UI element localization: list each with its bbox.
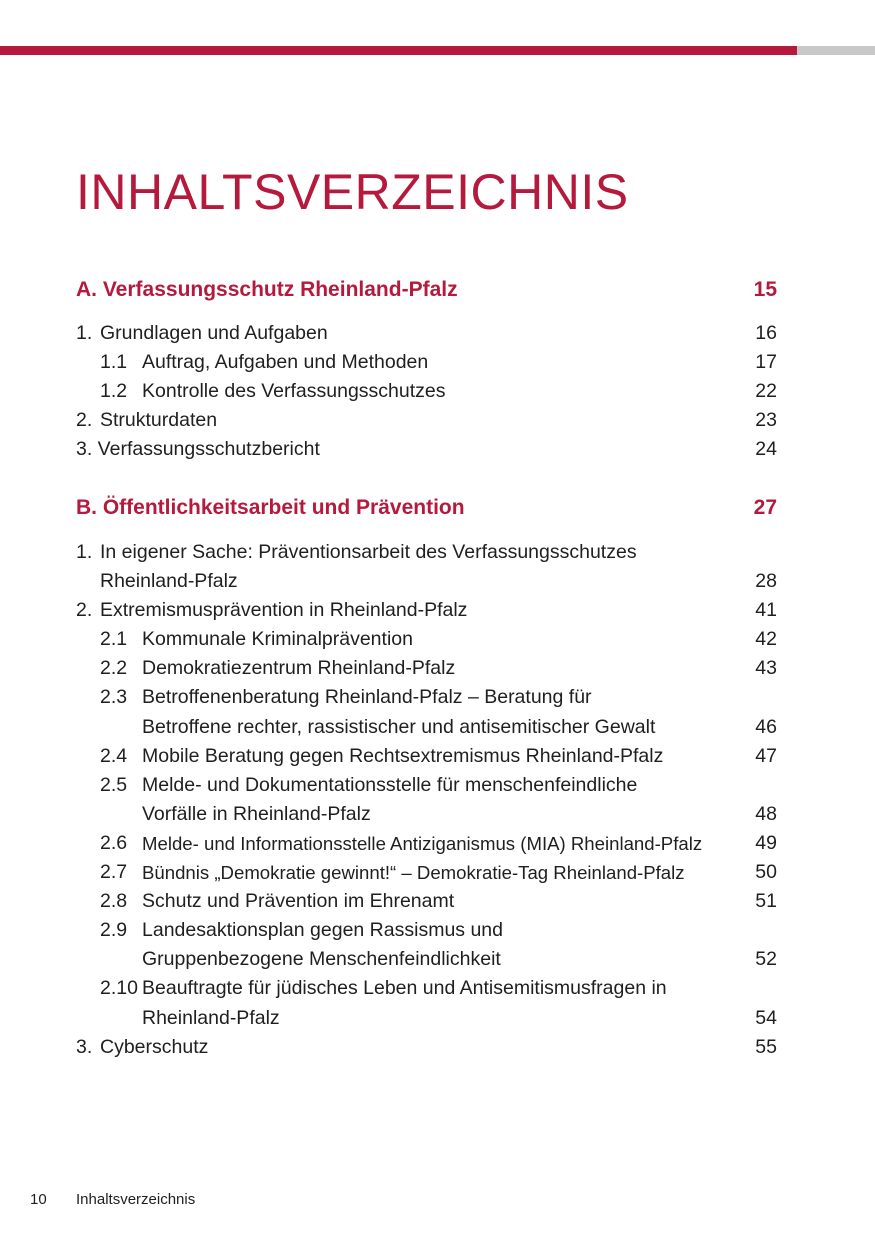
toc-entry-number: 3.: [76, 1035, 93, 1058]
toc-entry[interactable]: [76, 829, 777, 858]
toc-entry[interactable]: [76, 654, 777, 683]
toc-entry-title: Melde- und Informationsstelle Antiziganismus (MIA) Rheinland-Pfalz: [142, 832, 703, 854]
footer-page-number: 10: [30, 1191, 47, 1208]
toc-entry[interactable]: [76, 1033, 777, 1062]
page-title: INHALTSVERZEICHNIS: [76, 164, 629, 220]
toc-entry-page: 22: [755, 380, 777, 403]
toc-entry-title: Extremismusprävention in Rheinland-Pfalz: [100, 599, 468, 622]
toc-entry-title: 3. Verfassungsschutzbericht: [76, 438, 320, 461]
toc-entry-title-continued: Rheinland-Pfalz: [100, 570, 238, 593]
toc-entry-page: 47: [755, 744, 777, 767]
toc-entry-page: 28: [755, 570, 777, 593]
toc-entry[interactable]: [76, 887, 777, 916]
toc-list-b: [76, 538, 777, 1062]
toc-entry-page: 49: [755, 831, 777, 854]
toc-entry-number: 2.3: [100, 686, 128, 709]
toc-entry-number: 2.: [76, 409, 93, 432]
toc-entry-page: 52: [755, 948, 777, 971]
section-heading-label: A. Verfassungsschutz Rheinland-Pfalz: [76, 278, 458, 301]
toc-entry-number: 2.1: [100, 628, 128, 651]
toc-entry-number: 2.6: [100, 831, 128, 854]
section-heading-label: B. Öffentlichkeitsarbeit und Prävention: [76, 496, 465, 519]
toc-entry[interactable]: [76, 348, 777, 377]
toc-entry-title: Demokratiezentrum Rheinland-Pfalz: [142, 657, 456, 680]
toc-entry-number: 2.9: [100, 919, 128, 942]
page-footer: [0, 1188, 875, 1212]
section-heading-page: 15: [753, 278, 777, 301]
toc-entry-number: 2.: [76, 599, 93, 622]
toc-entry[interactable]: [76, 683, 777, 741]
toc-entry-page: 41: [755, 599, 777, 622]
toc-entry-page: 54: [755, 1006, 777, 1029]
toc-entry-number: 2.4: [100, 744, 128, 767]
toc-entry-title: Melde- und Dokumentationsstelle für menschenfeindliche: [142, 773, 638, 796]
toc-entry-page: 23: [755, 409, 777, 432]
toc-entry[interactable]: [76, 406, 777, 435]
toc-entry-number: 2.2: [100, 657, 128, 680]
toc-entry[interactable]: [76, 916, 777, 974]
footer-label: Inhaltsverzeichnis: [76, 1191, 196, 1208]
toc-entry-title: Grundlagen und Aufgaben: [100, 322, 328, 344]
toc-entry-page: 46: [755, 715, 777, 738]
toc-entry-title: Strukturdaten: [100, 409, 218, 432]
toc-entry-number: 2.5: [100, 773, 128, 796]
toc-entry-page: 16: [755, 322, 777, 344]
toc-entry-page: 50: [755, 861, 777, 884]
toc-entry[interactable]: [76, 771, 777, 829]
section-heading-page: 27: [753, 496, 777, 519]
toc-entry-title: Auftrag, Aufgaben und Methoden: [142, 351, 429, 374]
toc-entry[interactable]: [76, 625, 777, 654]
toc-entry-title-continued: Betroffene rechter, rassistischer und antisemitischer Gewalt: [142, 715, 656, 738]
toc-entry-title: Schutz und Prävention im Ehrenamt: [142, 890, 455, 913]
toc-entry-title: Landesaktionsplan gegen Rassismus und: [142, 919, 503, 942]
toc-entry-title: Kontrolle des Verfassungsschutzes: [142, 380, 446, 403]
toc-entry-page: 43: [755, 657, 777, 680]
toc-entry-page: 42: [755, 628, 777, 651]
toc-entry-title: Bündnis „Demokratie gewinnt!“ – Demokratie-Tag Rheinland-Pfalz: [142, 862, 685, 884]
toc-entry[interactable]: [76, 377, 777, 406]
toc-entry-title: Beauftragte für jüdisches Leben und Antisemitismusfragen in: [142, 977, 667, 1000]
toc-entry-title: Mobile Beratung gegen Rechtsextremismus Rheinland-Pfalz: [142, 744, 664, 767]
toc-entry-number: 1.: [76, 541, 93, 563]
toc-entry[interactable]: [76, 435, 777, 464]
toc-entry-number: 1.2: [100, 380, 128, 403]
toc-entry-title: Cyberschutz: [100, 1035, 209, 1058]
toc-entry-number: 2.10: [100, 977, 138, 1000]
toc-entry-page: 51: [755, 890, 777, 913]
toc-entry-page: 55: [755, 1035, 777, 1058]
toc-entry[interactable]: [76, 974, 777, 1032]
toc-list-a: [76, 319, 777, 464]
toc-entry-number: 1.1: [100, 351, 128, 374]
toc-entry-page: 48: [755, 802, 777, 825]
toc-entry-title: Betroffenenberatung Rheinland-Pfalz – Beratung für: [142, 686, 592, 709]
toc-entry-title-continued: Vorfälle in Rheinland-Pfalz: [142, 802, 371, 825]
toc-entry[interactable]: [76, 538, 777, 596]
section-heading-b[interactable]: [76, 493, 777, 523]
toc-entry[interactable]: [76, 596, 777, 625]
toc-entry-number: 2.7: [100, 861, 128, 884]
toc-entry-title-continued: Gruppenbezogene Menschenfeindlichkeit: [142, 948, 501, 971]
toc-entry-title: Kommunale Kriminalprävention: [142, 628, 413, 651]
toc-entry[interactable]: [76, 319, 777, 348]
toc-entry[interactable]: [76, 858, 777, 887]
header-secondary-bar: [797, 46, 875, 55]
toc-entry-page: 17: [755, 351, 777, 374]
section-heading-a[interactable]: [76, 275, 777, 305]
toc-entry-number: 2.8: [100, 890, 128, 913]
toc-entry-page: 24: [755, 438, 777, 461]
toc-entry-number: 1.: [76, 322, 93, 344]
toc-entry[interactable]: [76, 742, 777, 771]
header-accent-bar: [0, 46, 797, 55]
toc-entry-title-continued: Rheinland-Pfalz: [142, 1006, 280, 1029]
toc-entry-title: In eigener Sache: Präventionsarbeit des Verfassungsschutzes: [100, 541, 637, 563]
